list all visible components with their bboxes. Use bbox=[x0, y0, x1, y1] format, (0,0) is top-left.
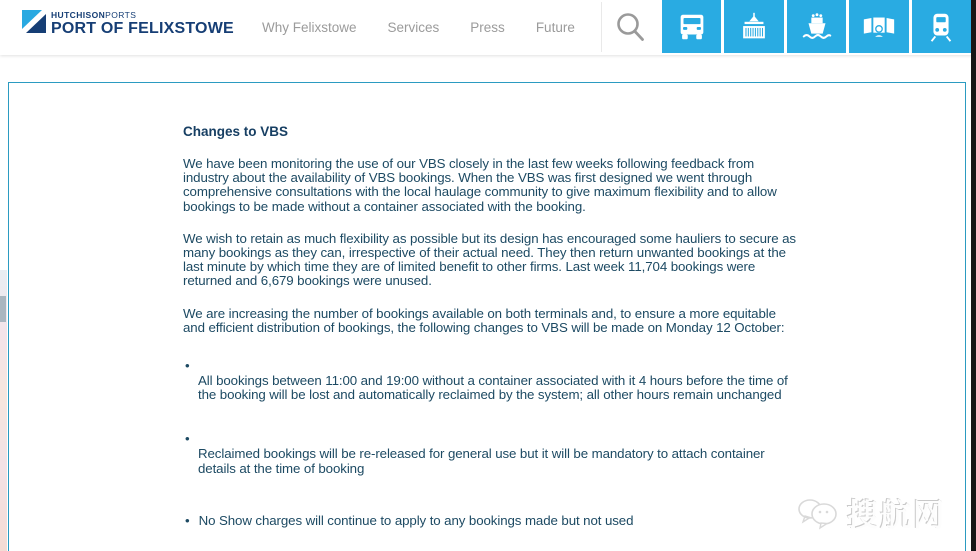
bullet-text: All bookings between 11:00 and 19:00 without a container associated with it 4 hours before the time of the booking will be lost and automatically reclaimed by the system; all other hours remain unchanged bbox=[198, 373, 788, 403]
paragraph: We have been monitoring the use of our VBS closely in the last few weeks following feedback from industry about the availability of VBS bookings. When the VBS was first designed we went through comprehensive consultations with the local haulage community to give maximum flexibility and to allow bookings to be made without a container associated with the booking. bbox=[183, 156, 777, 214]
train-icon bbox=[924, 11, 958, 43]
list-item bbox=[183, 433, 801, 475]
article-panel bbox=[8, 82, 966, 551]
paragraph: We are increasing the number of bookings available on both terminals and, to ensure a more equitable and efficient distribution of bookings, the following changes to VBS will be made on Monday 12 October: bbox=[183, 305, 785, 335]
search-icon bbox=[614, 10, 648, 46]
nav-item-future[interactable]: Future bbox=[535, 20, 575, 35]
container-services-button[interactable] bbox=[724, 0, 783, 53]
rail-services-button[interactable] bbox=[912, 0, 971, 53]
paragraph: We wish to retain as much flexibility as possible but its design has encouraged some hauliers to secure as many bookings as they can, irrespective of their actual need. They then return unwanted bookings at the last minute by which time they are of limited benefit to other firms. Last week 11,704 bookings were returned and 6,679 bookings were unused. bbox=[183, 230, 796, 289]
screen-edge-strip bbox=[971, 0, 976, 551]
bullet-text: No Show charges will continue to apply to any bookings made but not used bbox=[198, 512, 634, 528]
ship-icon bbox=[800, 11, 834, 43]
bullet-marker: • bbox=[185, 431, 190, 447]
bullet-marker: • bbox=[185, 358, 190, 374]
truck-booking-button[interactable] bbox=[662, 0, 721, 53]
left-edge-tab bbox=[0, 296, 6, 322]
nav-item-why-felixstowe[interactable]: Why Felixstowe bbox=[262, 20, 357, 35]
port-webcams-button[interactable] bbox=[849, 0, 908, 53]
main-nav bbox=[262, 0, 575, 55]
article bbox=[183, 125, 801, 528]
brand-text bbox=[51, 10, 234, 37]
brand-group bbox=[51, 10, 234, 20]
nav-item-press[interactable]: Press bbox=[470, 20, 505, 35]
quick-links-bar bbox=[662, 0, 971, 53]
bullet-list bbox=[183, 360, 801, 528]
brand-group-light: PORTS bbox=[105, 10, 137, 20]
list-item bbox=[183, 514, 801, 528]
header-divider bbox=[601, 2, 602, 52]
search-button[interactable] bbox=[609, 7, 653, 49]
truck-icon bbox=[675, 11, 709, 43]
port-webcams-icon bbox=[861, 11, 897, 43]
nav-item-services[interactable]: Services bbox=[387, 20, 440, 35]
brand-name: PORT OF FELIXSTOWE bbox=[51, 20, 234, 37]
list-item bbox=[183, 360, 801, 402]
bullet-text: Reclaimed bookings will be re-released for general use but it will be mandatory to attach container details at the time of booking bbox=[198, 446, 765, 476]
site-logo[interactable] bbox=[22, 10, 234, 37]
brand-group-bold: HUTCHISON bbox=[51, 10, 106, 20]
site-header bbox=[0, 0, 976, 55]
page-title: Changes to VBS bbox=[183, 124, 289, 139]
container-crane-icon bbox=[737, 11, 771, 43]
vessel-info-button[interactable] bbox=[787, 0, 846, 53]
bullet-marker: • bbox=[185, 512, 190, 528]
watermark-text: 搜航网 bbox=[847, 498, 946, 534]
hutchison-ports-logo-mark bbox=[22, 10, 46, 33]
watermark-logo-icon bbox=[797, 496, 839, 530]
watermark bbox=[797, 490, 946, 535]
